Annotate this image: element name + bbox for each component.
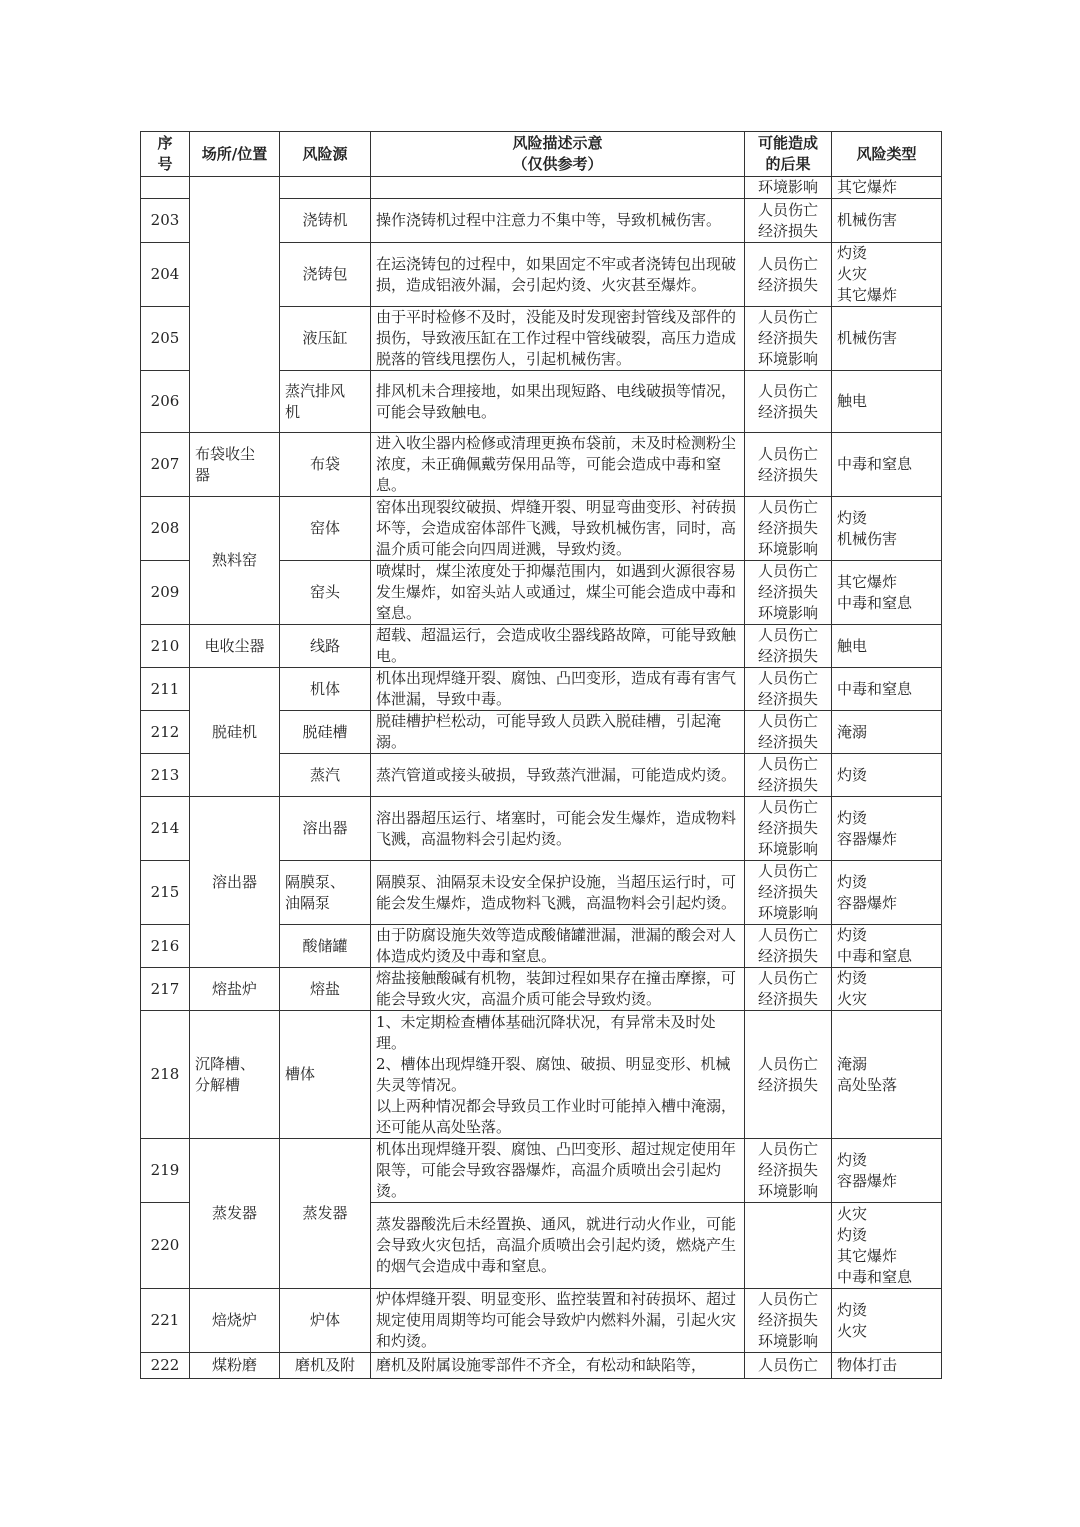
row-location: 煤粉磨 (190, 1353, 280, 1379)
row-risk-type: 灼烫 容器爆炸 (832, 861, 942, 925)
row-source: 窑头 (280, 561, 371, 625)
row-risk-type: 灼烫 火灾 (832, 1289, 942, 1353)
row-risk-type: 触电 (832, 625, 942, 668)
table-row (141, 1289, 942, 1353)
row-source: 窑体 (280, 497, 371, 561)
row-risk-type: 灼烫 容器爆炸 (832, 1139, 942, 1203)
row-source: 槽体 (280, 1011, 371, 1139)
row-seq: 221 (141, 1289, 190, 1353)
row-risk-type: 其它爆炸 中毒和窒息 (832, 561, 942, 625)
row-risk-type: 灼烫 容器爆炸 (832, 797, 942, 861)
row-location: 熟料窑 (190, 497, 280, 625)
row-description: 操作浇铸机过程中注意力不集中等，导致机械伤害。 (371, 199, 745, 243)
row-consequence: 人员伤亡 经济损失 (745, 199, 832, 243)
row-description: 脱硅槽护栏松动，可能导致人员跌入脱硅槽，引起淹溺。 (371, 711, 745, 754)
row-description: 由于防腐设施失效等造成酸储罐泄漏，泄漏的酸会对人体造成灼烫及中毒和窒息。 (371, 925, 745, 968)
row-source: 浇铸机 (280, 199, 371, 243)
row-description: 炉体焊缝开裂、明显变形、监控装置和衬砖损坏、超过规定使用周期等均可能会导致炉内燃料外漏，引起火灾和灼烫。 (371, 1289, 745, 1353)
row-seq: 214 (141, 797, 190, 861)
row-consequence: 人员伤亡 经济损失 环境影响 (745, 307, 832, 371)
row-seq: 204 (141, 243, 190, 307)
row-description: 喷煤时，煤尘浓度处于抑爆范围内，如遇到火源很容易发生爆炸，如窑头站人或通过，煤尘可能会造成中毒和窒息。 (371, 561, 745, 625)
row-seq: 208 (141, 497, 190, 561)
row-consequence: 人员伤亡 经济损失 (745, 433, 832, 497)
row-source: 蒸汽 (280, 754, 371, 797)
header-seq: 序 号 (141, 132, 190, 177)
header-source: 风险源 (280, 132, 371, 177)
table-row (141, 668, 942, 711)
row-seq: 211 (141, 668, 190, 711)
row-risk-type: 灼烫 火灾 (832, 968, 942, 1011)
row-seq: 205 (141, 307, 190, 371)
row-consequence: 环境影响 (745, 177, 832, 199)
row-seq: 203 (141, 199, 190, 243)
row-risk-type: 中毒和窒息 (832, 433, 942, 497)
row-risk-type: 淹溺 高处坠落 (832, 1011, 942, 1139)
row-consequence: 人员伤亡 经济损失 环境影响 (745, 1139, 832, 1203)
row-source: 浇铸包 (280, 243, 371, 307)
row-consequence: 人员伤亡 经济损失 (745, 1011, 832, 1139)
row-description: 隔膜泵、油隔泵未设安全保护设施，当超压运行时，可能会发生爆炸，造成物料飞溅，高温物料会引起灼烫。 (371, 861, 745, 925)
row-source: 酸储罐 (280, 925, 371, 968)
header-location: 场所/位置 (190, 132, 280, 177)
row-location: 布袋收尘 器 (190, 433, 280, 497)
row-source: 液压缸 (280, 307, 371, 371)
row-source (280, 177, 371, 199)
row-consequence: 人员伤亡 经济损失 (745, 668, 832, 711)
row-seq: 215 (141, 861, 190, 925)
row-risk-type: 中毒和窒息 (832, 668, 942, 711)
row-consequence: 人员伤亡 经济损失 (745, 711, 832, 754)
row-risk-type: 其它爆炸 (832, 177, 942, 199)
row-source: 蒸发器 (280, 1139, 371, 1289)
row-consequence: 人员伤亡 经济损失 环境影响 (745, 861, 832, 925)
header-consequence: 可能造成 的后果 (745, 132, 832, 177)
row-source: 蒸汽排风 机 (280, 371, 371, 433)
row-location: 溶出器 (190, 797, 280, 968)
row-seq: 212 (141, 711, 190, 754)
row-seq: 206 (141, 371, 190, 433)
row-risk-type: 灼烫 中毒和窒息 (832, 925, 942, 968)
row-source: 溶出器 (280, 797, 371, 861)
table-row (141, 433, 942, 497)
row-description: 机体出现焊缝开裂、腐蚀、凸凹变形，造成有毒有害气体泄漏，导致中毒。 (371, 668, 745, 711)
row-description: 在运浇铸包的过程中，如果固定不牢或者浇铸包出现破损，造成铝液外漏，会引起灼烫、火灾甚至爆炸。 (371, 243, 745, 307)
row-seq: 209 (141, 561, 190, 625)
row-source: 布袋 (280, 433, 371, 497)
row-consequence: 人员伤亡 经济损失 (745, 243, 832, 307)
row-risk-type: 物体打击 (832, 1353, 942, 1379)
row-seq: 220 (141, 1203, 190, 1289)
row-description: 溶出器超压运行、堵塞时，可能会发生爆炸，造成物料飞溅，高温物料会引起灼烫。 (371, 797, 745, 861)
table-row (141, 1139, 942, 1203)
row-risk-type: 火灾 灼烫 其它爆炸 中毒和窒息 (832, 1203, 942, 1289)
row-seq: 218 (141, 1011, 190, 1139)
table-row (141, 797, 942, 861)
row-description: 蒸汽管道或接头破损，导致蒸汽泄漏，可能造成灼烫。 (371, 754, 745, 797)
row-description: 窑体出现裂纹破损、焊缝开裂、明显弯曲变形、衬砖损坏等，会造成窑体部件飞溅，导致机械伤害，同时，高温介质可能会向四周迸溅，导致灼烫。 (371, 497, 745, 561)
row-risk-type: 触电 (832, 371, 942, 433)
table-row (141, 1353, 942, 1379)
row-consequence: 人员伤亡 (745, 1353, 832, 1379)
row-description: 机体出现焊缝开裂、腐蚀、凸凹变形、超过规定使用年限等，可能会导致容器爆炸，高温介质喷出会引起灼烫。 (371, 1139, 745, 1203)
row-source: 隔膜泵、 油隔泵 (280, 861, 371, 925)
row-description: 由于平时检修不及时，没能及时发现密封管线及部件的损伤，导致液压缸在工作过程中管线破裂，高压力造成脱落的管线甩摆伤人，引起机械伤害。 (371, 307, 745, 371)
table-row (141, 625, 942, 668)
row-consequence: 人员伤亡 经济损失 环境影响 (745, 561, 832, 625)
row-seq: 213 (141, 754, 190, 797)
row-source: 机体 (280, 668, 371, 711)
table-row (141, 497, 942, 561)
risk-table (140, 131, 942, 1379)
row-consequence: 人员伤亡 经济损失 (745, 371, 832, 433)
table-row (141, 1011, 942, 1139)
header-risk-type: 风险类型 (832, 132, 942, 177)
row-description: 排风机未合理接地，如果出现短路、电线破损等情况，可能会导致触电。 (371, 371, 745, 433)
row-consequence (745, 1203, 832, 1289)
row-description: 熔盐接触酸碱有机物，装卸过程如果存在撞击摩擦，可能会导致火灾，高温介质可能会导致灼烫。 (371, 968, 745, 1011)
row-location (190, 177, 280, 433)
row-consequence: 人员伤亡 经济损失 (745, 754, 832, 797)
row-seq: 207 (141, 433, 190, 497)
row-location: 脱硅机 (190, 668, 280, 797)
row-location: 电收尘器 (190, 625, 280, 668)
row-description: 1、未定期检查槽体基础沉降状况，有异常未及时处理。 2、槽体出现焊缝开裂、腐蚀、破损、明显变形、机械失灵等情况。 以上两种情况都会导致员工作业时可能掉入槽中淹溺，还可能从高处坠落。 (371, 1011, 745, 1139)
row-description: 蒸发器酸洗后未经置换、通风，就进行动火作业，可能会导致火灾包括，高温介质喷出会引起灼烫，燃烧产生的烟气会造成中毒和窒息。 (371, 1203, 745, 1289)
row-consequence: 人员伤亡 经济损失 (745, 968, 832, 1011)
row-seq: 222 (141, 1353, 190, 1379)
row-consequence: 人员伤亡 经济损失 环境影响 (745, 497, 832, 561)
row-risk-type: 灼烫 机械伤害 (832, 497, 942, 561)
row-location: 焙烧炉 (190, 1289, 280, 1353)
row-consequence: 人员伤亡 经济损失 环境影响 (745, 797, 832, 861)
row-consequence: 人员伤亡 经济损失 环境影响 (745, 1289, 832, 1353)
row-source: 脱硅槽 (280, 711, 371, 754)
row-consequence: 人员伤亡 经济损失 (745, 925, 832, 968)
row-source: 熔盐 (280, 968, 371, 1011)
row-seq: 210 (141, 625, 190, 668)
row-seq: 216 (141, 925, 190, 968)
row-description: 超载、超温运行，会造成收尘器线路故障，可能导致触电。 (371, 625, 745, 668)
row-risk-type: 机械伤害 (832, 199, 942, 243)
row-seq: 219 (141, 1139, 190, 1203)
row-description: 进入收尘器内检修或清理更换布袋前，未及时检测粉尘浓度，未正确佩戴劳保用品等，可能会造成中毒和窒息。 (371, 433, 745, 497)
row-location: 沉降槽、 分解槽 (190, 1011, 280, 1139)
row-risk-type: 淹溺 (832, 711, 942, 754)
row-source: 炉体 (280, 1289, 371, 1353)
table-row (141, 177, 942, 199)
row-risk-type: 灼烫 火灾 其它爆炸 (832, 243, 942, 307)
row-seq (141, 177, 190, 199)
table-row (141, 968, 942, 1011)
row-description (371, 177, 745, 199)
row-risk-type: 机械伤害 (832, 307, 942, 371)
row-location: 蒸发器 (190, 1139, 280, 1289)
header-description: 风险描述示意 （仅供参考） (371, 132, 745, 177)
row-source: 磨机及附 (280, 1353, 371, 1379)
row-risk-type: 灼烫 (832, 754, 942, 797)
table-header-row (141, 132, 942, 177)
row-source: 线路 (280, 625, 371, 668)
row-description: 磨机及附属设施零部件不齐全，有松动和缺陷等， (371, 1353, 745, 1379)
row-consequence: 人员伤亡 经济损失 (745, 625, 832, 668)
row-location: 熔盐炉 (190, 968, 280, 1011)
row-seq: 217 (141, 968, 190, 1011)
